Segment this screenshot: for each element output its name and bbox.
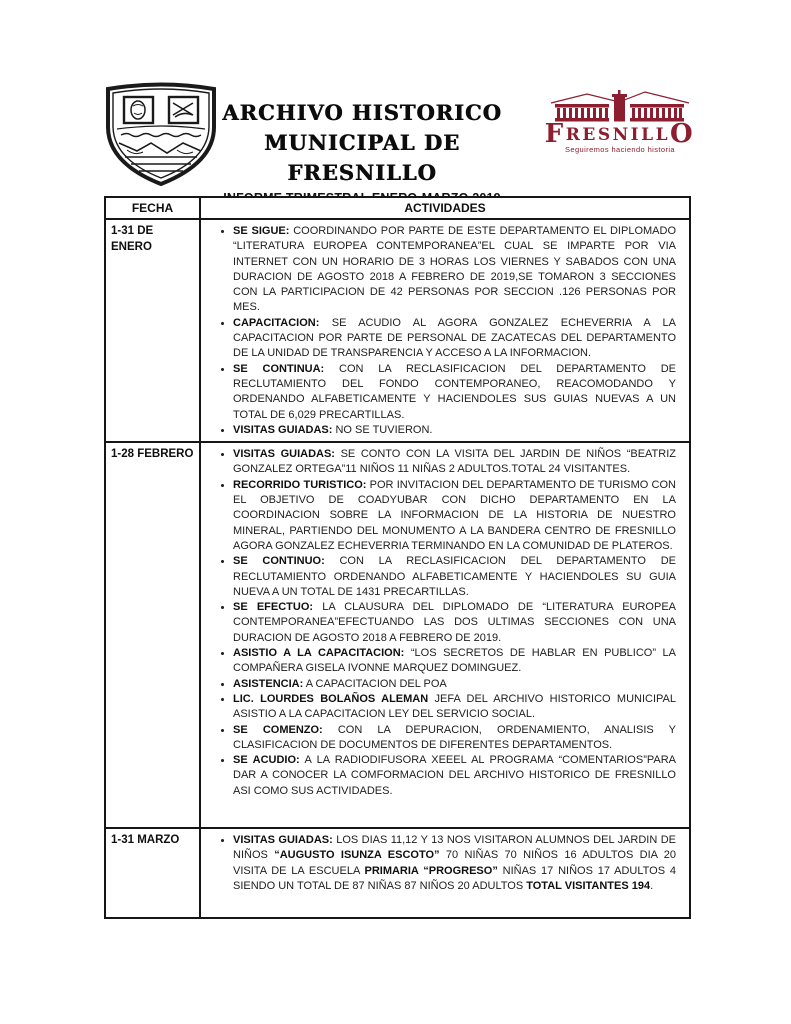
text-segment: A LA RADIODIFUSORA XEEEL AL PROGRAMA “COMENTARIOS”PARA DAR A CONOCER LA COMFORMACION DEL ARCHIVO HISTORICO DE FRESNILLO ASI COMO SUS ACTIVIDADES. [233,754,676,797]
text-segment: A CAPACITACION DEL POA [303,677,447,690]
activity-item [233,478,676,554]
fresnillo-logo [531,90,709,154]
text-segment: VISITAS GUIADAS: [233,423,333,436]
activity-item [233,833,676,894]
activity-list [206,833,676,894]
text-segment: CAPACITACION: [233,316,320,329]
text-segment: VISITAS GUIADAS: [233,448,335,461]
text-segment: SE COMENZO: [233,723,323,736]
activity-item [233,316,676,362]
table-row-marzo [105,828,690,918]
text-segment: POR INVITACION DEL DEPARTAMENTO DE TURISMO CON EL OBJETIVO DE COADYUBAR CON DICHO DEPARTAMENTO EN LA COORDINACION SOBRE LA INFORMACION DE LA HISTORIA DE NUESTRO MINERAL, PARTIENDO DEL MONUMENTO A LA BANDERA CENTRO DE FRESNILLO AGORA GONZALEZ ECHEVERRIA TERMINANDO EN LA COMUNIDAD DE PLATEROS. [233,478,676,552]
column-header-actividades: ACTIVIDADES [200,197,690,219]
text-segment: LOS DIAS 11,12 Y 13 NOS VISITARON ALUMNOS DEL JARDIN DE NIÑOS [233,833,677,862]
wordmark-initial: F [544,119,566,149]
text-segment: “LOS SECRETOS DE HABLAR EN PUBLICO” LA COMPAÑERA GISELA IVONNE MARQUEZ DOMINGUEZ. [233,647,677,675]
text-segment: CON LA DEPURACION, ORDENAMIENTO, ANALISIS Y CLASIFICACION DE DOCUMENTOS DE DIFERENTES DEPARTAMENTOS. [233,723,676,751]
text-segment: ASISTENCIA: [233,677,304,690]
text-segment: SE EFECTUO: [233,601,314,614]
activity-item [233,554,676,600]
text-segment: VISITAS GUIADAS: [233,833,333,846]
report-title-block [188,98,536,205]
text-segment: COORDINANDO POR PARTE DE ESTE DEPARTAMENTO EL DIPLOMADO “LITERATURA EUROPEA CONTEMPORANEA”EL CUAL SE IMPARTE POR VIA INTERNET CON UN HORARIO DE 3 HORAS LOS VIERNES Y SABADOS CON UNA DURACION DE AGOSTO 2018 A FEBRERO DE 2019,SE TOMARON 3 SECCIONES CON LA PARTICIPACION DE 42 PERSONAS POR SECCION .126 PERSONAS POR MES. [233,225,676,314]
activity-item [233,723,676,754]
text-segment: SE SIGUE: [233,225,290,237]
wordmark-final: O [670,119,696,149]
page-title-line2: MUNICIPAL DE FRESNILLO [264,130,460,185]
text-segment: NIÑAS 17 NIÑOS 17 ADULTOS 4 SIENDO UN TOTAL DE 87 NIÑAS 87 NIÑOS 20 ADULTOS [233,864,676,892]
text-segment: CON LA RECLASIFICACION DEL DEPARTAMENTO DE RECLUTAMIENTO DEL FONDO CONTEMPORANEO, REACOMODANDO Y ORDENANDO ALFABETICAMENTE Y HACIENDOLES SUS GUIAS NUEVAS A UN TOTAL DE 6,029 PRECARTILLAS. [233,362,676,421]
activity-item [233,753,676,799]
report-table [104,196,691,919]
text-segment: SE ACUDIO: [233,754,300,767]
table-header-row [105,197,690,219]
text-segment: SE CONTINUO: [233,555,325,568]
fresnillo-wordmark [531,119,709,149]
text-segment: SE ACUDIO AL AGORA GONZALEZ ECHEVERRIA A LA CAPACITACION POR PARTE DE PERSONAL DE ZACATECAS DEL DEPARTAMENTO DE LA UNIDAD DE TRANSPARENCIA Y ACCESO A LA INFORMACION. [233,316,676,360]
text-segment: LIC. LOURDES BOLAÑOS ALEMAN [233,692,429,705]
actividades-cell [200,828,690,918]
activity-item [233,646,676,677]
activity-list [206,447,676,799]
fecha-cell: 1-28 FEBRERO [105,442,200,828]
activity-item [233,224,676,316]
activity-item [233,677,676,692]
text-segment: JEFA DEL ARCHIVO HISTORICO MUNICIPAL ASISTIO A LA CAPACITACION LEY DEL SERVICIO SOCIAL. [233,692,676,721]
text-segment: TOTAL VISITANTES 194 [526,879,651,892]
activity-item [233,423,676,438]
text-segment: ASISTIO A LA CAPACITACION: [233,647,405,660]
activity-item [233,600,676,646]
activity-item [233,692,676,723]
table-row-febrero [105,442,690,828]
text-segment: “AUGUSTO ISUNZA ESCOTO” [274,849,440,862]
text-segment: PRIMARIA “PROGRESO” [364,864,498,877]
page-title-line1: ARCHIVO HISTORICO [222,100,502,125]
activity-item [233,362,676,423]
activity-item [233,447,676,478]
text-segment: SE CONTINUA: [233,362,325,375]
fresnillo-tagline: Seguiremos haciendo historia [564,145,675,154]
text-segment: RECORRIDO TURISTICO: [233,478,367,491]
actividades-cell [200,219,690,442]
activity-list [206,224,676,438]
text-segment: SE CONTO CON LA VISITA DEL JARDIN DE NIÑOS “BEATRIZ GONZALEZ ORTEGA”11 NIÑOS 11 NIÑAS 2 ADULTOS.TOTAL 24 VISITANTES. [233,448,676,476]
fecha-cell: 1-31 MARZO [105,828,200,918]
text-segment: LA CLAUSURA DEL DIPLOMADO DE “LITERATURA EUROPEA CONTEMPORANEA”EFECTUANDO LAS DOS ULTIMAS SECCIONES CON UNA DURACION DE AGOSTO 2018 A FEBRERO DE 2019. [233,601,676,644]
text-segment: 70 NIÑAS 70 NIÑOS 16 ADULTOS DIA 20 VISITA DE LA ESCUELA [233,849,676,877]
fecha-cell: 1-31 DE ENERO [105,219,200,442]
actividades-cell [200,442,690,828]
text-segment: . [650,879,654,892]
column-header-fecha: FECHA [105,197,200,219]
text-segment: CON LA RECLASIFICACION DEL DEPARTAMENTO DE RECLUTAMIENTO ORDENANDO ALFABETICAMENTE Y HACIENDOLES SU GUIA NUEVA A UN TOTAL DE 1431 PRECARTILLAS. [233,555,677,598]
text-segment: NO SE TUVIERON. [332,423,433,436]
table-row-enero [105,219,690,442]
wordmark-middle: RESNILL [565,125,671,145]
